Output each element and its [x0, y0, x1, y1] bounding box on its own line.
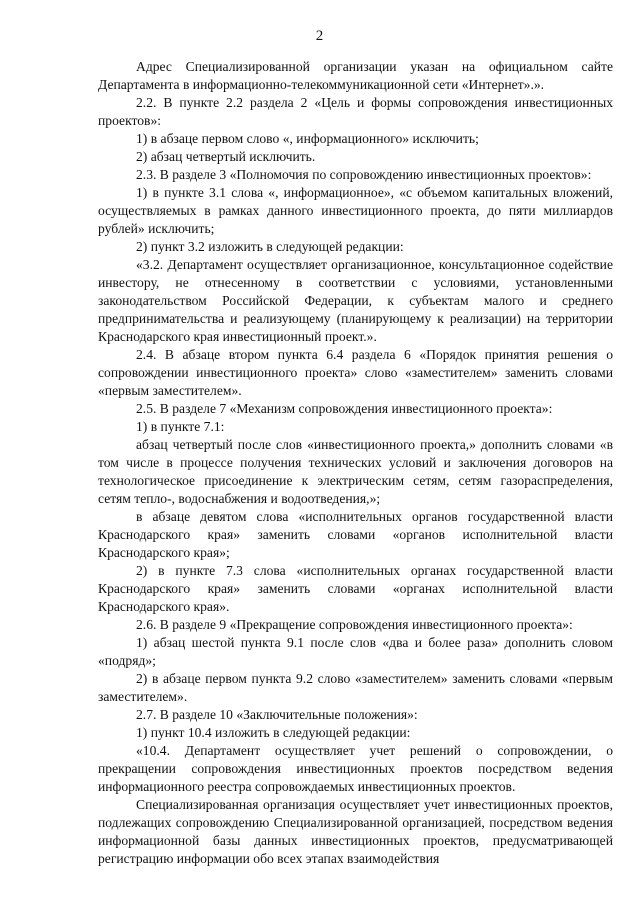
paragraph-2-2: 2.2. В пункте 2.2 раздела 2 «Цель и формы сопровождения инвестиционных проектов»: [98, 95, 613, 128]
paragraph-2-2-item-1: 1) в абзаце первом слово «, информационного» исключить; [136, 131, 479, 146]
paragraph-2-3-item-1: 1) в пункте 3.1 слова «, информационное», «с объемом капитальных вложений, осуществляемых в рамках данного инвестиционного проекта, до пяти миллиардов рублей» исключить; [98, 185, 613, 236]
paragraph-7-1-abzac-9: в абзаце девятом слова «исполнительных органов государственной власти Краснодарского края» заменить словами «органов исполнительной власти Краснодарского края»; [98, 509, 613, 560]
paragraph-10-4-new-text: «10.4. Департамент осуществляет учет решений о сопровождении, о прекращении сопровождения инвестиционных проектов посредством ведения информационного реестра сопровождаемых инвестиционных проектов. [98, 743, 613, 794]
paragraph-2-3: 2.3. В разделе 3 «Полномочия по сопровождению инвестиционных проектов»: [136, 167, 592, 182]
paragraph-7-1-abzac-4: абзац четвертый после слов «инвестиционного проекта,» дополнить словами «в том числе в процессе получения технических условий и заключения договоров на технологическое присоединение к электрическим сетям, сетям газораспределения, сетям тепло-, водоснабжения и водоотведения,»; [98, 437, 613, 506]
paragraph-website-address: Адрес Специализированной организации указан на официальном сайте Департамента в информационно-телекоммуникационной сети «Интернет».». [98, 59, 613, 92]
paragraph-2-7-item-1: 1) пункт 10.4 изложить в следующей редакции: [136, 725, 411, 740]
paragraph-2-3-item-2: 2) пункт 3.2 изложить в следующей редакции: [136, 239, 404, 254]
paragraph-2-6-item-1: 1) абзац шестой пункта 9.1 после слов «два и более раза» дополнить словом «подряд»; [98, 635, 613, 668]
paragraph-2-6: 2.6. В разделе 9 «Прекращение сопровождения инвестиционного проекта»: [136, 617, 573, 632]
paragraph-specialized-organization: Специализированная организация осуществляет учет инвестиционных проектов, подлежащих сопровождению Специализированной организацией, посредством ведения информационной базы данных инвестиционных проектов, предусматривающей регистрацию информации обо всех этапах взаимодействия [98, 797, 613, 866]
paragraph-2-5-item-1: 1) в пункте 7.1: [136, 419, 225, 434]
paragraph-2-6-item-2: 2) в абзаце первом пункта 9.2 слово «заместителем» заменить словами «первым заместителем». [98, 671, 613, 704]
paragraph-3-2-new-text: «3.2. Департамент осуществляет организационное, консультационное содействие инвестору, не отнесенному в соответствии с условиями, установленными законодательством Российской Федерации, к субъектам малого и среднего предпринимательства и реализующему (планирующему к реализации) на территории Краснодарского края инвестиционный проект.». [98, 257, 613, 344]
document-body [98, 58, 613, 868]
page-number: 2 [315, 28, 324, 44]
paragraph-2-2-item-2: 2) абзац четвертый исключить. [136, 149, 316, 164]
paragraph-2-5-item-2: 2) в пункте 7.3 слова «исполнительных органах государственной власти Краснодарского края» заменить словами «органах исполнительной власти Краснодарского края». [98, 563, 613, 614]
paragraph-2-5: 2.5. В разделе 7 «Механизм сопровождения инвестиционного проекта»: [136, 401, 553, 416]
paragraph-2-4: 2.4. В абзаце втором пункта 6.4 раздела 6 «Порядок принятия решения о сопровождении инвестиционного проекта» слово «заместителем» заменить словами «первым заместителем». [98, 347, 613, 398]
paragraph-2-7: 2.7. В разделе 10 «Заключительные положения»: [136, 707, 418, 722]
